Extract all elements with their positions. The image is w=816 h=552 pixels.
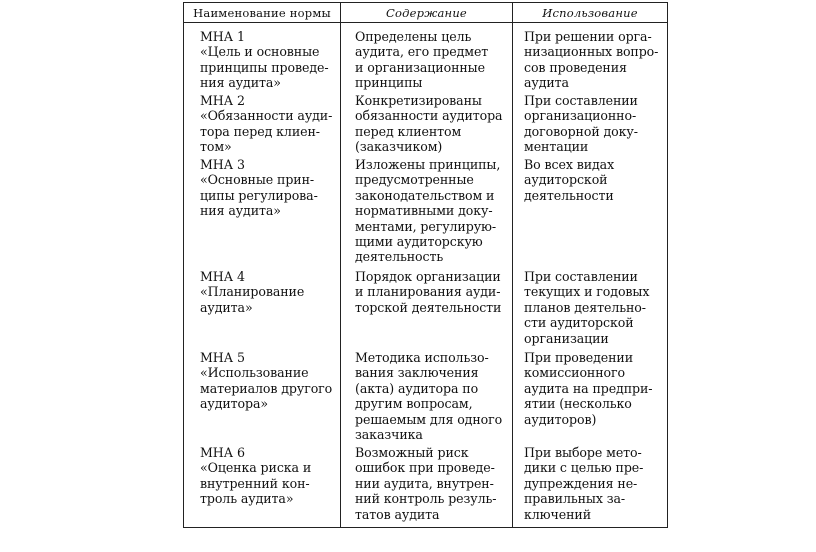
row-1-content: Определены цель аудита, его предмет и организационные принципы [355,29,489,91]
row-2-content: Конкретизированы обязанности аудитора перед клиентом (заказчиком) [355,93,503,155]
row-6-usage: При выборе мето- дики с целью пре- дупреждения не- правильных за- ключений [524,445,644,522]
row-5-name: МНА 5 «Использование материалов другого аудитора» [200,350,333,412]
column-divider-1 [340,3,341,527]
row-1-name: МНА 1 «Цель и основные принципы проведе- ния аудита» [200,29,329,91]
header-divider [184,22,667,23]
row-6-name: МНА 6 «Оценка риска и внутренний кон- троль аудита» [200,445,312,507]
header-usage: Использование [542,6,638,20]
row-5-usage: При проведении комиссионного аудита на предпри- ятии (несколько аудиторов) [524,350,653,427]
row-4-usage: При составлении текущих и годовых планов деятельно- сти аудиторской организации [524,269,650,346]
header-name: Наименование нормы [193,6,331,20]
row-4-name: МНА 4 «Планирование аудита» [200,269,305,315]
audit-standards-table [183,2,668,528]
row-2-usage: При составлении организационно- договорной доку- ментации [524,93,638,155]
column-divider-2 [512,3,513,527]
row-3-name: МНА 3 «Основные прин- ципы регулирова- ния аудита» [200,157,318,219]
row-2-name: МНА 2 «Обязанности ауди- тора перед клиен- том» [200,93,333,155]
row-6-content: Возможный риск ошибок при проведе- нии аудита, внутрен- ний контроль резуль- татов аудита [355,445,497,522]
header-content: Содержание [386,6,467,20]
row-1-usage: При решении орга- низационных вопро- сов проведения аудита [524,29,659,91]
row-3-usage: Во всех видах аудиторской деятельности [524,157,615,203]
row-3-content: Изложены принципы, предусмотренные законодательством и нормативными доку- ментами, регулирую- щими аудиторскую деятельность [355,157,501,265]
row-4-content: Порядок организации и планирования ауди- торской деятельности [355,269,502,315]
row-5-content: Методика использо- вания заключения (акта) аудитора по другим вопросам, решаемым для одного заказчика [355,350,503,443]
